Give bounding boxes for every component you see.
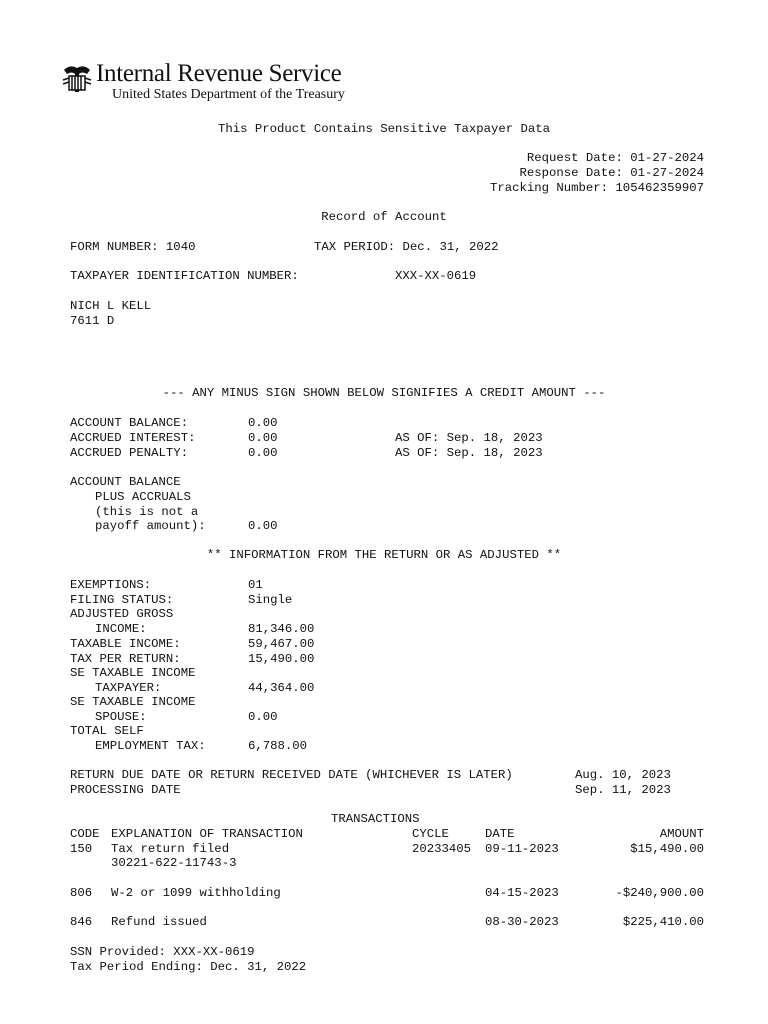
row-code: 150 <box>70 842 93 856</box>
se-tax-label-line2: EMPLOYMENT TAX: <box>95 739 206 753</box>
row-amount: $225,410.00 <box>622 915 704 929</box>
row-explanation: Tax return filed <box>111 842 230 856</box>
row-code: 806 <box>70 886 93 900</box>
info-heading: ** INFORMATION FROM THE RETURN OR AS ADJUSTED ** <box>206 548 562 562</box>
accrued-interest-asof: AS OF: Sep. 18, 2023 <box>395 431 543 445</box>
irs-eagle-icon <box>60 62 94 96</box>
tin-label: TAXPAYER IDENTIFICATION NUMBER: <box>70 269 299 283</box>
se-tax-label-line1: TOTAL SELF <box>70 724 144 738</box>
col-header-amount: AMOUNT <box>659 827 704 841</box>
tax-period: TAX PERIOD: Dec. 31, 2022 <box>314 240 499 254</box>
tax-per-return-label: TAX PER RETURN: <box>70 652 181 666</box>
tax-per-return-value: 15,490.00 <box>248 652 315 666</box>
minus-sign-notice: --- ANY MINUS SIGN SHOWN BELOW SIGNIFIES A CREDIT AMOUNT --- <box>162 386 606 400</box>
due-date-value: Aug. 10, 2023 <box>575 768 671 782</box>
se-spouse-label-line1: SE TAXABLE INCOME <box>70 695 196 709</box>
row-cycle: 20233405 <box>412 842 472 856</box>
department-name: United States Department of the Treasury <box>112 87 345 102</box>
taxable-income-label: TAXABLE INCOME: <box>70 637 181 651</box>
tracking-number: Tracking Number: 105462359907 <box>489 181 704 195</box>
ssn-provided: SSN Provided: XXX-XX-0619 <box>70 945 255 959</box>
form-number: FORM NUMBER: 1040 <box>70 240 196 254</box>
record-title: Record of Account <box>321 210 447 224</box>
exemptions-value: 01 <box>248 578 263 592</box>
row-explanation: W-2 or 1099 withholding <box>111 886 281 900</box>
col-header-code: CODE <box>70 827 100 841</box>
se-spouse-label-line2: SPOUSE: <box>95 710 147 724</box>
plus-accruals-line4: payoff amount): <box>95 519 206 533</box>
se-spouse-value: 0.00 <box>248 710 278 724</box>
se-taxpayer-label-line2: TAXPAYER: <box>95 681 162 695</box>
agi-value: 81,346.00 <box>248 622 315 636</box>
taxpayer-name: NICH L KELL <box>70 299 152 313</box>
taxable-income-value: 59,467.00 <box>248 637 315 651</box>
sensitive-notice: This Product Contains Sensitive Taxpayer Data <box>217 122 551 136</box>
filing-status-label: FILING STATUS: <box>70 593 174 607</box>
se-taxpayer-label-line1: SE TAXABLE INCOME <box>70 666 196 680</box>
filing-status-value: Single <box>248 593 293 607</box>
row-amount: $15,490.00 <box>630 842 704 856</box>
account-balance-label: ACCOUNT BALANCE: <box>70 416 189 430</box>
row-amount: -$240,900.00 <box>615 886 704 900</box>
se-tax-value: 6,788.00 <box>248 739 308 753</box>
col-header-explanation: EXPLANATION OF TRANSACTION <box>111 827 303 841</box>
account-balance-value: 0.00 <box>248 416 278 430</box>
accrued-interest-label: ACCRUED INTEREST: <box>70 431 196 445</box>
se-taxpayer-value: 44,364.00 <box>248 681 315 695</box>
processing-date-value: Sep. 11, 2023 <box>575 783 671 797</box>
row-date: 09-11-2023 <box>485 842 559 856</box>
agi-label-line1: ADJUSTED GROSS <box>70 607 174 621</box>
transactions-title: TRANSACTIONS <box>331 812 420 826</box>
tin-value: XXX-XX-0619 <box>395 269 477 283</box>
row-date: 04-15-2023 <box>485 886 559 900</box>
plus-accruals-line3: (this is not a <box>95 505 199 519</box>
accrued-penalty-value: 0.00 <box>248 446 278 460</box>
row-code: 846 <box>70 915 93 929</box>
due-date-label: RETURN DUE DATE OR RETURN RECEIVED DATE (WHICHEVER IS LATER) <box>70 768 513 782</box>
plus-accruals-line2: PLUS ACCRUALS <box>95 490 191 504</box>
accrued-penalty-asof: AS OF: Sep. 18, 2023 <box>395 446 543 460</box>
tax-period-ending: Tax Period Ending: Dec. 31, 2022 <box>70 960 307 974</box>
accrued-penalty-label: ACCRUED PENALTY: <box>70 446 189 460</box>
agi-label-line2: INCOME: <box>95 622 147 636</box>
accrued-interest-value: 0.00 <box>248 431 278 445</box>
plus-accruals-line1: ACCOUNT BALANCE <box>70 475 181 489</box>
row-date: 08-30-2023 <box>485 915 559 929</box>
row-explanation: Refund issued <box>111 915 207 929</box>
exemptions-label: EXEMPTIONS: <box>70 578 152 592</box>
row-document-number: 30221-622-11743-3 <box>111 856 237 870</box>
response-date: Response Date: 01-27-2024 <box>519 166 704 180</box>
taxpayer-address: 7611 D <box>70 314 115 328</box>
agency-name: Internal Revenue Service <box>96 60 342 87</box>
plus-accruals-value: 0.00 <box>248 519 278 533</box>
col-header-date: DATE <box>485 827 515 841</box>
request-date: Request Date: 01-27-2024 <box>526 151 704 165</box>
col-header-cycle: CYCLE <box>412 827 449 841</box>
processing-date-label: PROCESSING DATE <box>70 783 181 797</box>
